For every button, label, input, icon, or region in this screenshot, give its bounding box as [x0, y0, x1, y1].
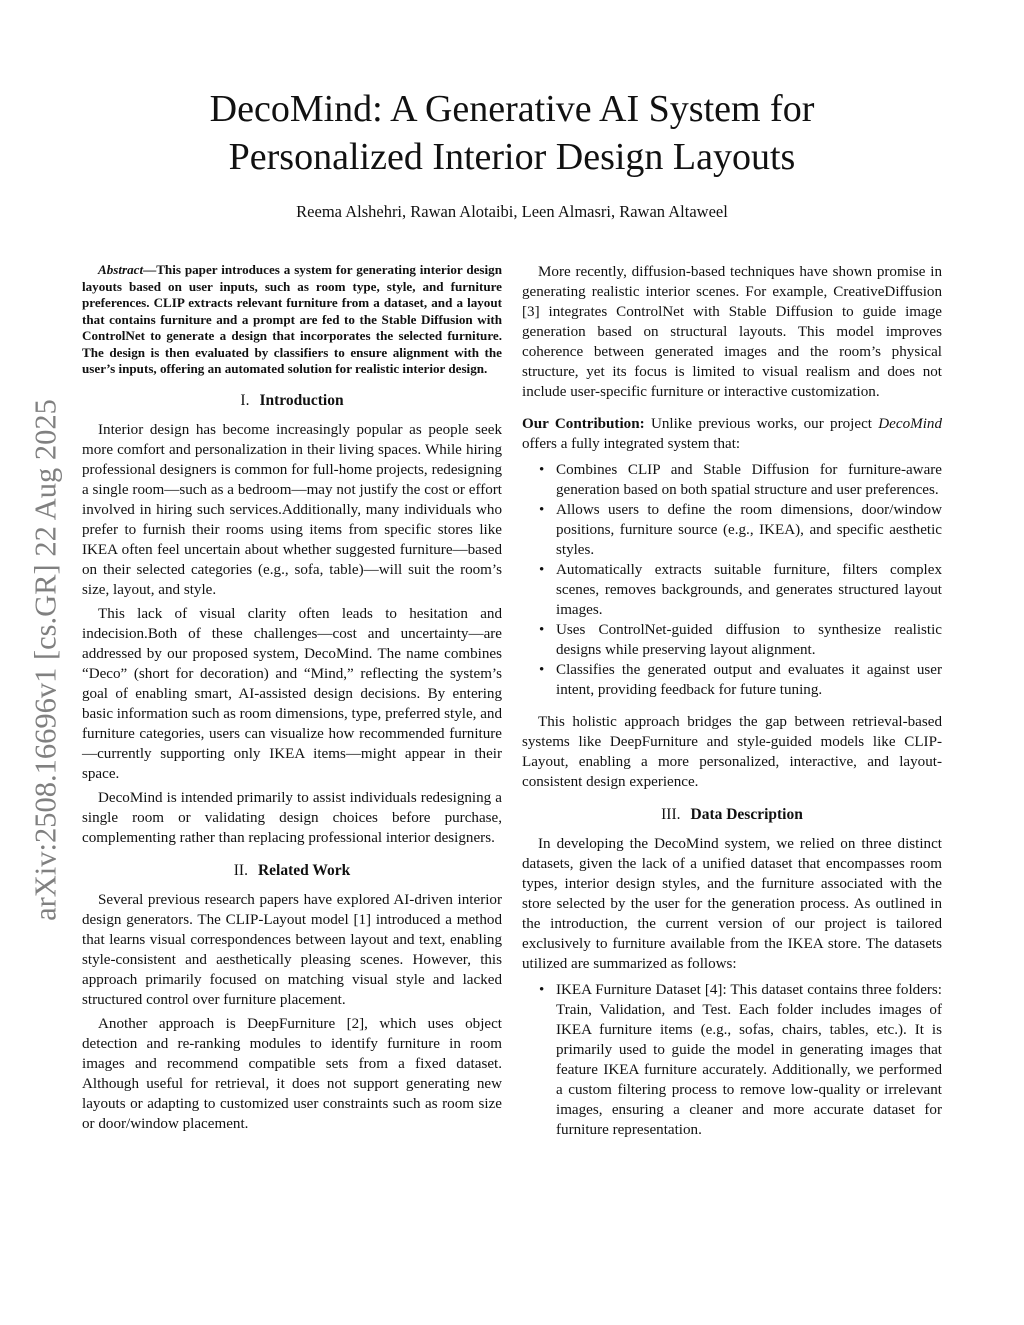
contribution-text-end: offers a fully integrated system that: [522, 436, 741, 452]
list-item-text: Uses ControlNet-guided diffusion to synthesize realistic designs while preserving layout alignment. [556, 622, 942, 658]
paragraph: Another approach is DeepFurniture [2], which uses object detection and re-ranking modules to identify furniture in room images and recommend compatible sets from a fixed dataset. Although useful for retrieval, it does not support generating new layouts or adapting to customized user constraints such as room size or door/window placement. [82, 1015, 502, 1132]
abstract-text: —This paper introduces a system for generating interior design layouts based on user inputs, such as room type, style, and furniture preferences. CLIP extracts relevant furniture from a dataset, and a layout that contains furniture and a prompt are fed to the Stable Diffusion with ControlNet to generate a design that incorporates the selected furniture. The design is then evaluated by classifiers to ensure alignment with the user’s inputs, offering an automated solution for realistic interior design. [82, 262, 502, 376]
section-number: I. [240, 391, 250, 409]
paragraph: Several previous research papers have explored AI-driven interior design generators. The CLIP-Layout model [1] introduced a method that learns visual correspondences between layout and text, enabling style-consistent and aesthetically pleasing scenes. However, this approach primarily focused on matching visual style and lacked structured control over furniture placement. [82, 891, 502, 1008]
contribution-label: Our Contribution: [522, 416, 645, 432]
list-item [522, 620, 942, 660]
section-title: Introduction [259, 391, 344, 409]
arxiv-identifier: arXiv:2508.16696v1 [cs.GR] 22 Aug 2025 [28, 399, 63, 921]
section-number: III. [661, 806, 681, 823]
abstract-label: Abstract [98, 262, 144, 277]
contribution-paragraph [522, 414, 942, 454]
title-line-2: Personalized Interior Design Layouts [228, 136, 796, 178]
paragraph: More recently, diffusion-based techniques have shown promise in generating realistic interior scenes. For example, CreativeDiffusion [3] integrates ControlNet with Stable Diffusion to guide image generation based on structural layouts. This model improves coherence between generated images and the room’s physical structure, yet its focus is limited to visual realism and does not include user-specific furniture or interactive customization. [522, 264, 942, 400]
dataset-list [522, 980, 942, 1140]
bullet: • [539, 622, 545, 638]
list-item [522, 460, 942, 500]
project-name: DecoMind [878, 416, 942, 432]
title-line-1: DecoMind: A Generative AI System for [209, 88, 815, 130]
list-item [522, 560, 942, 620]
section-number: II. [233, 861, 248, 879]
author-list: Reema Alshehri, Rawan Alotaibi, Leen Almasri, Rawan Altaweel [296, 202, 728, 221]
left-column [82, 262, 502, 1134]
list-item [522, 660, 942, 700]
bullet: • [539, 462, 545, 478]
contribution-text: Unlike previous works, our project [644, 416, 879, 432]
bullet: • [539, 562, 545, 578]
paragraph: This holistic approach bridges the gap between retrieval-based systems like DeepFurniture and style-guided models like CLIP-Layout, enabling a more personalized, interactive, and layout-consistent design experience. [522, 714, 942, 790]
section-heading-introduction [82, 391, 502, 411]
list-item-text: Automatically extracts suitable furniture, filters complex scenes, removes backgrounds, and generates structured layout images. [556, 562, 942, 618]
bullet: • [539, 662, 545, 678]
list-item [522, 980, 942, 1140]
paragraph: This lack of visual clarity often leads to hesitation and indecision.Both of these challenges—cost and uncertainty—are addressed by our proposed system, DecoMind. The name combines “Deco” (short for decoration) and “Mind,” reflecting the system’s goal of enabling smart, AI-assisted design decisions. By entering basic information such as room dimensions, type, preferred style, and furniture categories, users can visualize how recommended furniture—currently supporting only IKEA items—might appear in their space. [82, 605, 503, 782]
list-item-text: Combines CLIP and Stable Diffusion for furniture-aware generation based on both spatial structure and user preferences. [556, 462, 942, 498]
paragraph: DecoMind is intended primarily to assist individuals redesigning a single room or validating design choices before purchase, complementing rather than replacing professional interior designers. [82, 789, 502, 846]
contribution-list [522, 460, 942, 700]
bullet: • [539, 982, 545, 998]
list-item [522, 500, 942, 560]
paragraph: Interior design has become increasingly popular as people seek more comfort and personalization in their living spaces. While hiring professional designers is common for full-home projects, redesigning a single room—such as a bedroom—may not justify the cost or effort involved in hiring such services.Additionally, many individuals who prefer to furnish their rooms using items from specific stores like IKEA often feel uncertain about whether suggested furniture—based on their selected categories (e.g., sofa, table)—will suit the room’s size, layout, and style. [82, 421, 502, 598]
right-column [522, 262, 942, 1140]
section-title: Data Description [690, 806, 803, 823]
section-heading-related-work [82, 861, 502, 881]
section-heading-data-description [522, 805, 942, 825]
section-title: Related Work [257, 861, 351, 879]
paper-title [0, 85, 1024, 181]
abstract [82, 262, 502, 378]
paragraph: In developing the DecoMind system, we relied on three distinct datasets, given the lack of a unified dataset that encompasses room types, interior design styles, and the furniture associated with the store selected by the user for the generation process. As outlined in the introduction, the current version of our project is tailored exclusively to furniture available from the IKEA store. The datasets utilized are summarized as follows: [522, 836, 942, 972]
list-item-text: Classifies the generated output and evaluates it against user intent, providing feedback for future tuning. [556, 662, 942, 698]
list-item-text: IKEA Furniture Dataset [4]: This dataset contains three folders: Train, Validation, and Test. Each folder includes images of IKEA furniture items (e.g., sofas, chairs, tables, etc.). It is primarily used to guide the model in generating images that feature IKEA furniture accurately. Additionally, we performed a custom filtering process to remove low-quality or irrelevant images, ensuring a cleaner and more accurate dataset for furniture representation. [556, 982, 942, 1138]
list-item-text: Allows users to define the room dimensions, door/window positions, furniture source (e.g., IKEA), and specific aesthetic styles. [556, 502, 942, 558]
bullet: • [539, 502, 545, 518]
